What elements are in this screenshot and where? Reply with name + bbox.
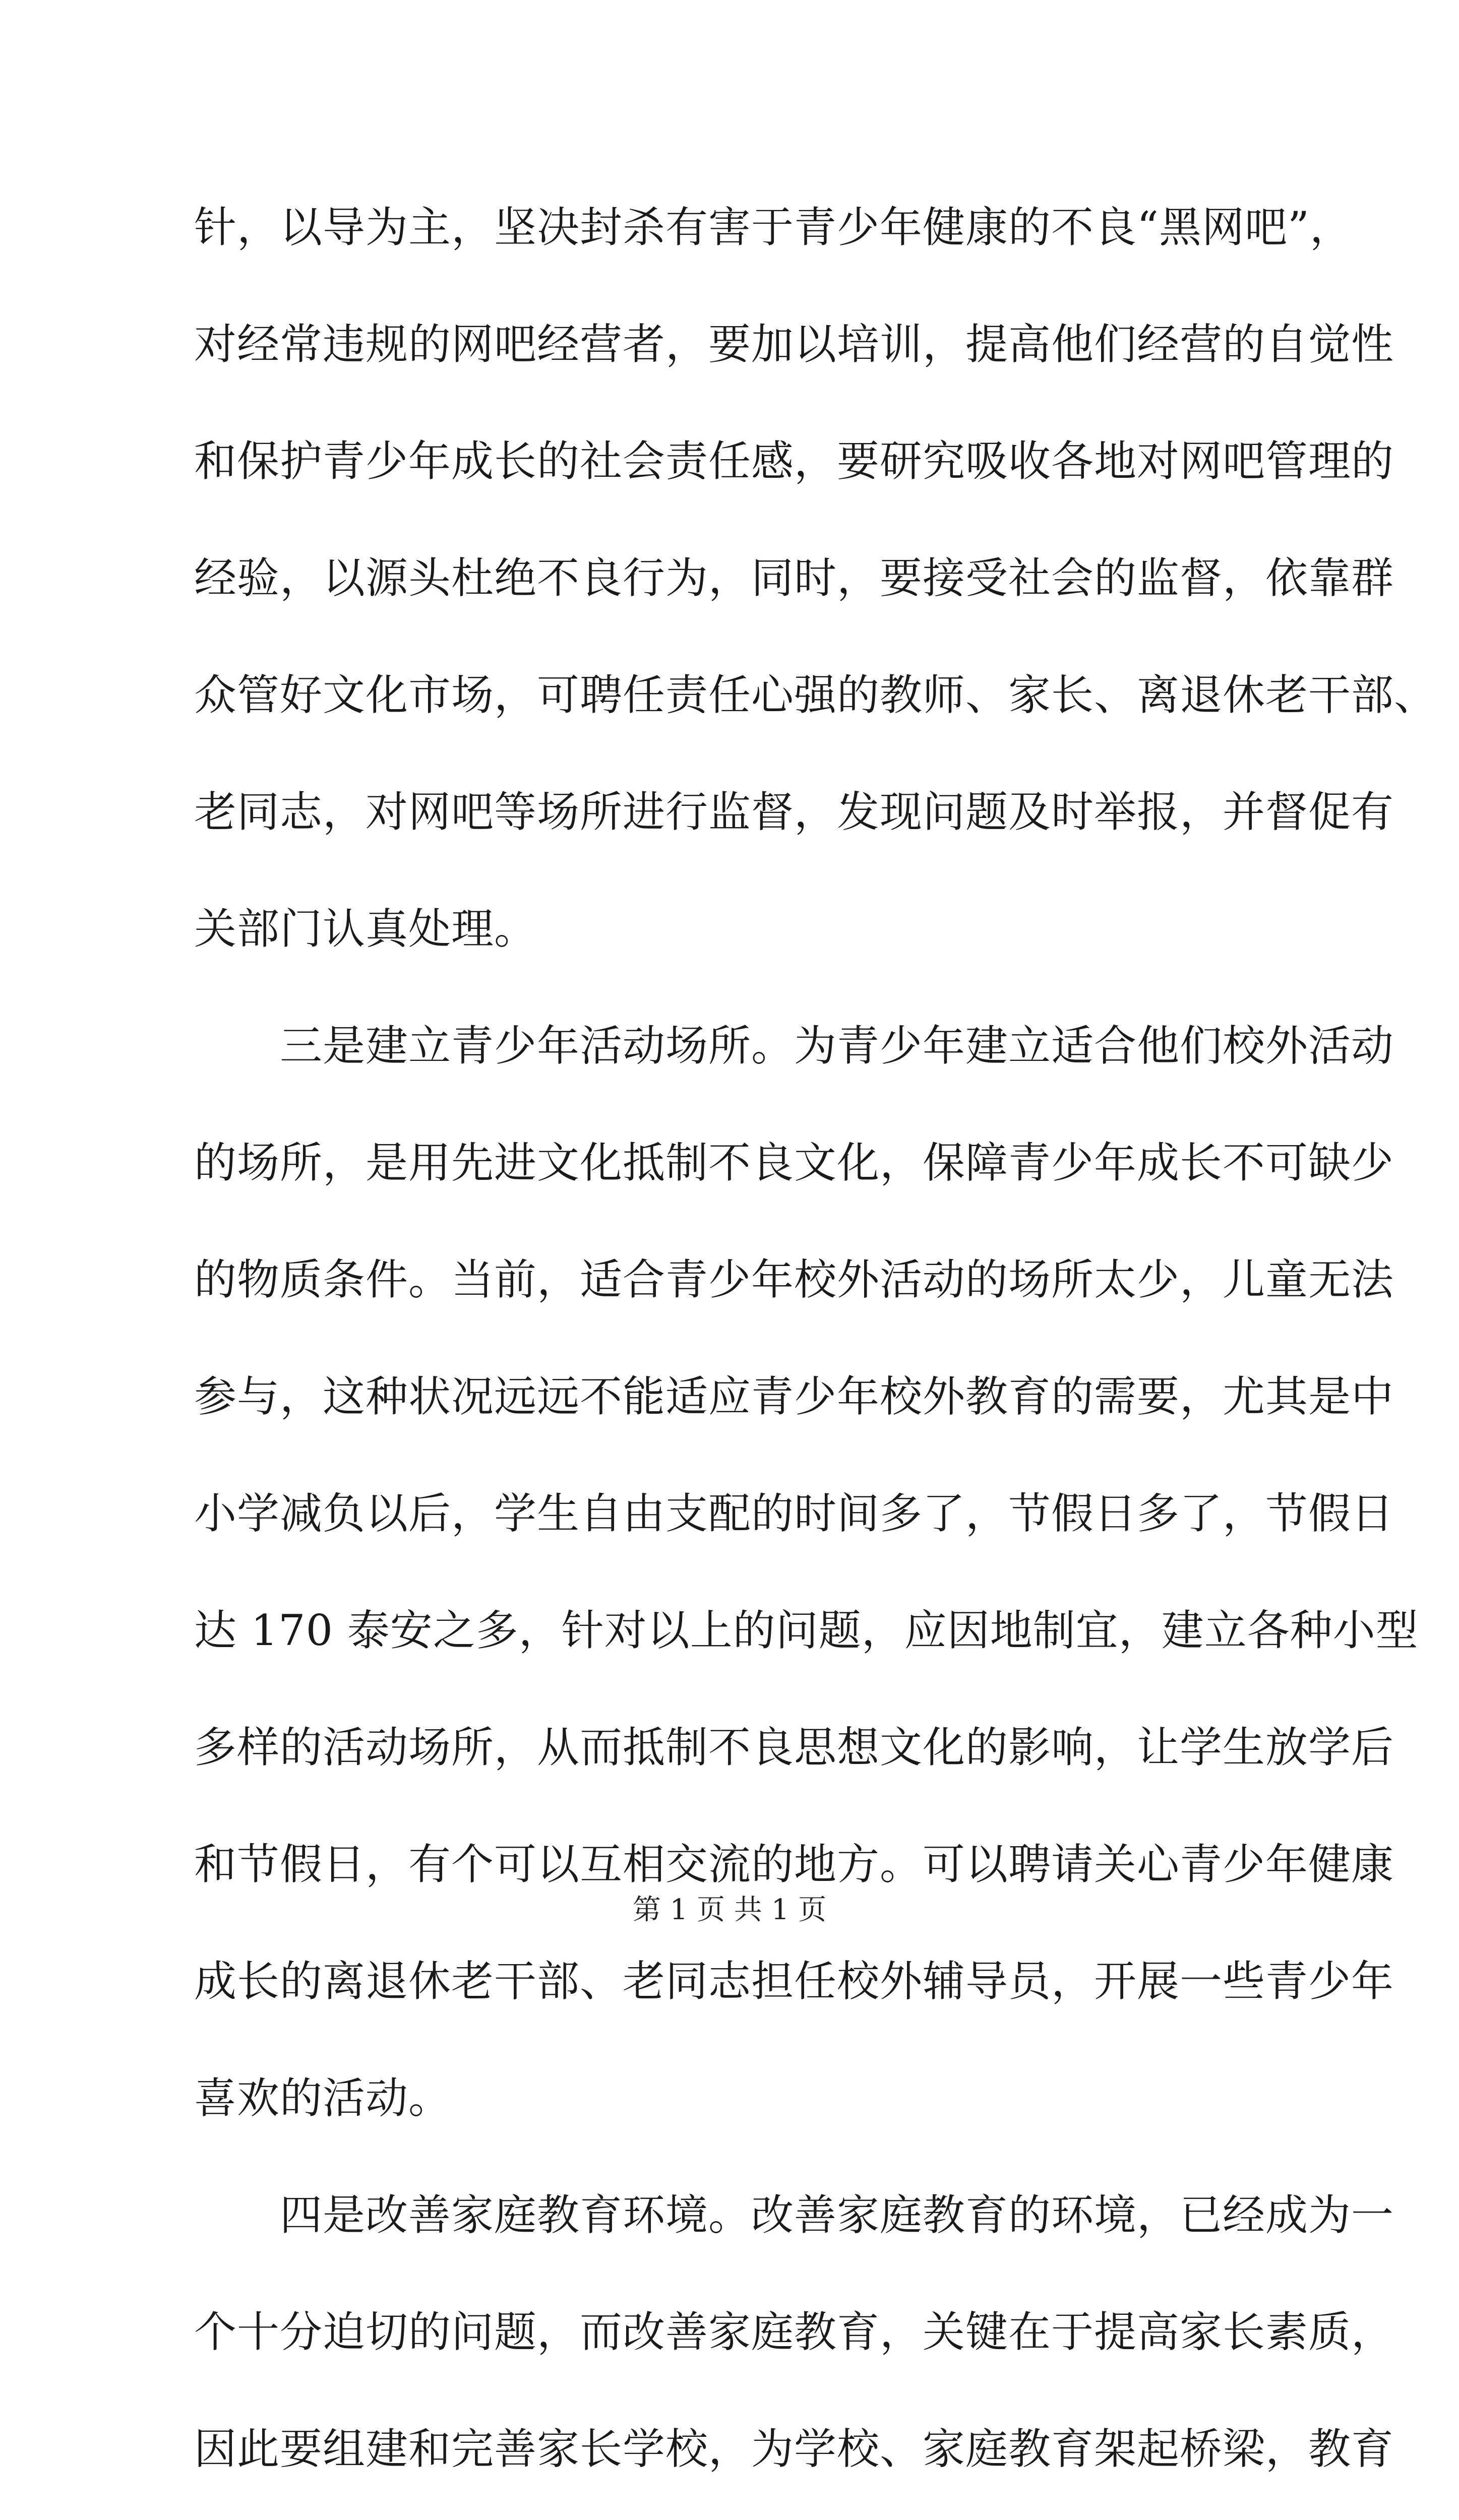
text-line: 对经常违规的网吧经营者，要加以培训，提高他们经营的自觉性 <box>194 320 1394 369</box>
text-line: 个十分迫切的问题，而改善家庭教育，关键在于提高家长素质， <box>194 2307 1394 2357</box>
text-line: 针，以导为主，坚决封杀有害于青少年健康的不良“黑网吧”， <box>194 203 1353 252</box>
text-line: 参与，这种状况远远不能适应青少年校外教育的需要，尤其是中 <box>194 1372 1394 1421</box>
text-line: 和保护青少年成长的社会责任感，要研究吸收各地对网吧管理的 <box>194 436 1394 486</box>
text-line: 的物质条件。当前，适合青少年校外活动的场所太少，儿童无法 <box>194 1255 1394 1304</box>
text-line <box>194 2507 1288 2520</box>
paragraph-start-line: 四是改善家庭教育环境。改善家庭教育的环境，已经成为一 <box>194 2190 1394 2240</box>
text-line: 关部门认真处理。 <box>194 904 537 954</box>
text-line: 小学减负以后，学生自由支配的时间多了，节假日多了，节假日 <box>194 1489 1394 1538</box>
text-line: 的场所，是用先进文化抵制不良文化，保障青少年成长不可缺少 <box>194 1138 1394 1187</box>
paragraph-start-line: 三是建立青少年活动场所。为青少年建立适合他们校外活动 <box>194 1021 1394 1070</box>
text-line: 和节假日，有个可以互相交流的地方。可以聘请关心青少年健康 <box>194 1840 1394 1889</box>
text-line: 成长的离退休老干部、老同志担任校外辅导员，开展一些青少年 <box>194 1957 1394 2006</box>
text-line: 达 170 泰安之多，针对以上的问题，应因地制宜，建立各种小型 <box>194 1606 1419 1655</box>
text-line: 因此要组建和完善家长学校，为学校、家庭教育架起桥梁，教育 <box>194 2424 1394 2474</box>
text-line: 老同志，对网吧等场所进行监督，发现问题及时举报，并督促有 <box>194 787 1394 837</box>
text-line: 喜欢的活动。 <box>194 2073 452 2123</box>
document-body <box>194 169 1437 2520</box>
page-footer <box>0 1890 1459 1930</box>
text-line: 多样的活动场所，从而抵制不良思想文化的影响，让学生放学后 <box>194 1723 1394 1772</box>
page-number-label: 第 1 页 共 1 页 <box>632 1894 827 1926</box>
text-line: 众管好文化市场，可聘任责任心强的教师、家长、离退休老干部、 <box>194 670 1437 720</box>
text-line: 经验，以源头杜绝不良行为，同时，要接受社会的监督，依靠群 <box>194 553 1394 603</box>
